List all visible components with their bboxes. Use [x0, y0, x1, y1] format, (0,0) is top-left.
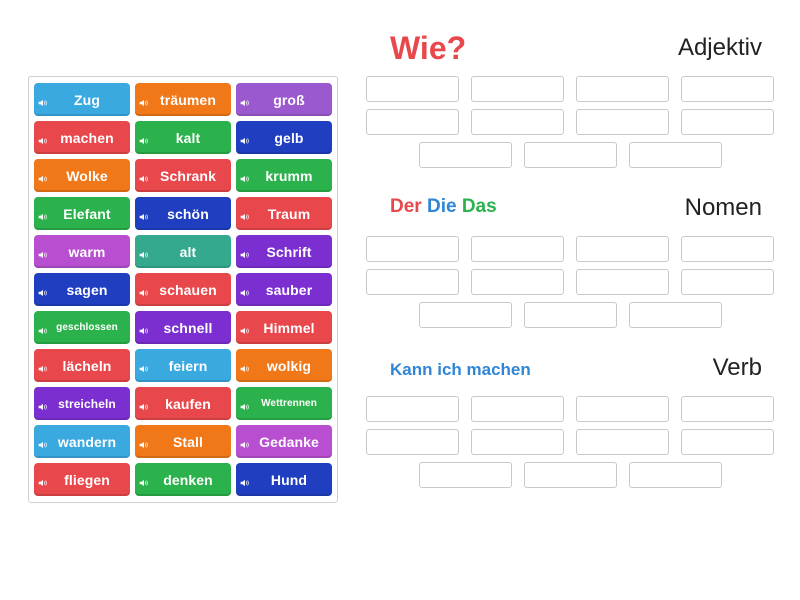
- word-tile-label: schön: [167, 205, 209, 222]
- speaker-icon[interactable]: [240, 361, 250, 371]
- speaker-icon[interactable]: [240, 323, 250, 333]
- slot-row: [366, 269, 774, 295]
- drop-slot[interactable]: [471, 236, 564, 262]
- drop-slot[interactable]: [576, 396, 669, 422]
- word-tile[interactable]: [236, 349, 332, 382]
- word-tile-label: Traum: [267, 205, 311, 222]
- speaker-icon[interactable]: [139, 475, 149, 485]
- speaker-icon[interactable]: [139, 247, 149, 257]
- speaker-icon[interactable]: [240, 171, 250, 181]
- speaker-icon[interactable]: [139, 399, 149, 409]
- speaker-icon[interactable]: [240, 437, 250, 447]
- slot-row: [419, 142, 722, 168]
- speaker-icon[interactable]: [38, 361, 48, 371]
- category-header: [360, 30, 780, 76]
- drop-slot[interactable]: [681, 429, 774, 455]
- drop-slot[interactable]: [471, 269, 564, 295]
- speaker-icon[interactable]: [38, 323, 48, 333]
- word-tile-label: sagen: [66, 281, 108, 298]
- speaker-icon[interactable]: [240, 399, 250, 409]
- word-tile[interactable]: [34, 311, 130, 344]
- word-tile-label: Gedanke: [259, 433, 319, 450]
- word-tile[interactable]: [135, 425, 231, 458]
- speaker-icon[interactable]: [139, 437, 149, 447]
- article-das: Das: [461, 196, 497, 217]
- category-nomen: [360, 190, 780, 328]
- category-header: [360, 350, 780, 396]
- drop-slot[interactable]: [419, 142, 512, 168]
- word-tile[interactable]: [135, 387, 231, 420]
- word-tile[interactable]: [34, 235, 130, 268]
- word-tile[interactable]: [135, 311, 231, 344]
- word-tile-label: sauber: [265, 281, 313, 298]
- category-article-label: [390, 196, 497, 218]
- word-tile[interactable]: [236, 463, 332, 496]
- word-tile[interactable]: [34, 349, 130, 382]
- word-tile-label: schnell: [163, 319, 213, 336]
- drop-slot[interactable]: [681, 109, 774, 135]
- word-tile-label: warm: [68, 243, 106, 260]
- drop-slot[interactable]: [524, 142, 617, 168]
- word-tile-label: Schrank: [160, 167, 216, 184]
- drop-slot[interactable]: [471, 109, 564, 135]
- word-tile-label: gelb: [274, 129, 304, 146]
- drop-slot[interactable]: [681, 76, 774, 102]
- word-tile[interactable]: [34, 463, 130, 496]
- word-tile-label: lächeln: [62, 357, 112, 374]
- word-tile-label: Hund: [270, 471, 308, 488]
- category-title: Nomen: [684, 194, 762, 221]
- word-tile-label: krumm: [265, 167, 313, 184]
- drop-slot[interactable]: [629, 302, 722, 328]
- drop-slot[interactable]: [629, 462, 722, 488]
- word-tile-label: groß: [273, 91, 305, 108]
- speaker-icon[interactable]: [38, 247, 48, 257]
- drop-slot[interactable]: [366, 269, 459, 295]
- word-tile[interactable]: [135, 235, 231, 268]
- category-adjektiv: [360, 30, 780, 168]
- word-tile[interactable]: [34, 273, 130, 306]
- word-tile[interactable]: [236, 425, 332, 458]
- word-tile-label: wolkig: [266, 357, 312, 374]
- speaker-icon[interactable]: [38, 133, 48, 143]
- speaker-icon[interactable]: [240, 285, 250, 295]
- speaker-icon[interactable]: [240, 95, 250, 105]
- word-tile[interactable]: [135, 83, 231, 116]
- drop-slot[interactable]: [576, 109, 669, 135]
- speaker-icon[interactable]: [139, 285, 149, 295]
- word-tile[interactable]: [236, 235, 332, 268]
- word-tile[interactable]: [236, 121, 332, 154]
- word-tile-label: machen: [60, 129, 114, 146]
- word-tile[interactable]: [34, 159, 130, 192]
- drop-slot[interactable]: [576, 269, 669, 295]
- word-tile[interactable]: [34, 425, 130, 458]
- drop-slot[interactable]: [471, 396, 564, 422]
- word-tile[interactable]: [135, 349, 231, 382]
- word-tile[interactable]: [135, 463, 231, 496]
- slot-row: [366, 236, 774, 262]
- word-tile-label: alt: [179, 243, 197, 260]
- drop-slot[interactable]: [524, 302, 617, 328]
- word-bank-panel: [28, 76, 338, 503]
- word-tile[interactable]: [236, 83, 332, 116]
- drop-slot[interactable]: [366, 236, 459, 262]
- word-tile[interactable]: [236, 159, 332, 192]
- drop-slot[interactable]: [471, 76, 564, 102]
- word-tile-label: fliegen: [64, 471, 110, 488]
- word-tile-label: Himmel: [263, 319, 315, 336]
- word-tile-label: Zug: [74, 91, 100, 108]
- speaker-icon[interactable]: [240, 475, 250, 485]
- slot-row: [366, 396, 774, 422]
- word-tile-label: Schrift: [266, 243, 312, 260]
- drop-slot[interactable]: [681, 269, 774, 295]
- category-header: [360, 190, 780, 236]
- drop-zone-verb[interactable]: [360, 396, 780, 488]
- speaker-icon[interactable]: [38, 437, 48, 447]
- drop-slot[interactable]: [629, 142, 722, 168]
- speaker-icon[interactable]: [139, 95, 149, 105]
- speaker-icon[interactable]: [38, 285, 48, 295]
- category-verb: [360, 350, 780, 488]
- word-bank-grid: [34, 83, 332, 496]
- word-tile-label: träumen: [160, 91, 216, 108]
- article-der: Der: [390, 196, 422, 217]
- slot-row: [366, 109, 774, 135]
- drop-slot[interactable]: [681, 396, 774, 422]
- speaker-icon[interactable]: [38, 475, 48, 485]
- speaker-icon[interactable]: [139, 133, 149, 143]
- word-tile[interactable]: [34, 387, 130, 420]
- word-tile[interactable]: [135, 273, 231, 306]
- word-tile-label: denken: [163, 471, 213, 488]
- word-tile[interactable]: [236, 197, 332, 230]
- speaker-icon[interactable]: [38, 171, 48, 181]
- speaker-icon[interactable]: [139, 171, 149, 181]
- word-tile[interactable]: [34, 121, 130, 154]
- word-tile-label: Wettrennen: [261, 397, 317, 409]
- drop-slot[interactable]: [681, 236, 774, 262]
- word-tile[interactable]: [34, 83, 130, 116]
- speaker-icon[interactable]: [38, 209, 48, 219]
- category-columns: [360, 30, 780, 510]
- word-tile[interactable]: [236, 273, 332, 306]
- category-title: Verb: [712, 354, 762, 381]
- category-hint-label: Kann ich machen: [390, 360, 531, 379]
- speaker-icon[interactable]: [139, 323, 149, 333]
- drop-zone-adjektiv[interactable]: [360, 76, 780, 168]
- word-tile-label: geschlossen: [56, 321, 118, 333]
- drop-slot[interactable]: [471, 429, 564, 455]
- word-tile-label: kalt: [175, 129, 201, 146]
- word-tile-label: schauen: [159, 281, 217, 298]
- word-tile[interactable]: [34, 197, 130, 230]
- slot-row: [366, 429, 774, 455]
- speaker-icon[interactable]: [139, 361, 149, 371]
- word-tile-label: wandern: [57, 433, 117, 450]
- article-die: Die: [426, 196, 457, 217]
- slot-row: [366, 76, 774, 102]
- word-tile-label: feiern: [168, 357, 208, 374]
- speaker-icon[interactable]: [240, 209, 250, 219]
- word-tile-label: Wolke: [66, 167, 108, 184]
- drop-slot[interactable]: [419, 302, 512, 328]
- slot-row: [419, 462, 722, 488]
- speaker-icon[interactable]: [38, 95, 48, 105]
- speaker-icon[interactable]: [139, 209, 149, 219]
- drop-slot[interactable]: [576, 76, 669, 102]
- word-tile[interactable]: [135, 121, 231, 154]
- word-tile[interactable]: [236, 311, 332, 344]
- slot-row: [419, 302, 722, 328]
- word-tile-label: Stall: [172, 433, 204, 450]
- category-question-label: Wie?: [390, 30, 467, 66]
- drop-slot[interactable]: [419, 462, 512, 488]
- word-tile[interactable]: [135, 197, 231, 230]
- speaker-icon[interactable]: [240, 133, 250, 143]
- drop-slot[interactable]: [576, 429, 669, 455]
- drop-slot[interactable]: [366, 396, 459, 422]
- drop-slot[interactable]: [366, 109, 459, 135]
- word-tile-label: streicheln: [58, 396, 116, 411]
- word-tile-label: kaufen: [165, 395, 211, 412]
- word-tile[interactable]: [236, 387, 332, 420]
- drop-slot[interactable]: [366, 76, 459, 102]
- category-title: Adjektiv: [677, 34, 762, 61]
- word-tile-label: Elefant: [63, 205, 111, 222]
- drop-slot[interactable]: [576, 236, 669, 262]
- drop-slot[interactable]: [524, 462, 617, 488]
- speaker-icon[interactable]: [38, 399, 48, 409]
- speaker-icon[interactable]: [240, 247, 250, 257]
- drop-zone-nomen[interactable]: [360, 236, 780, 328]
- word-tile[interactable]: [135, 159, 231, 192]
- drop-slot[interactable]: [366, 429, 459, 455]
